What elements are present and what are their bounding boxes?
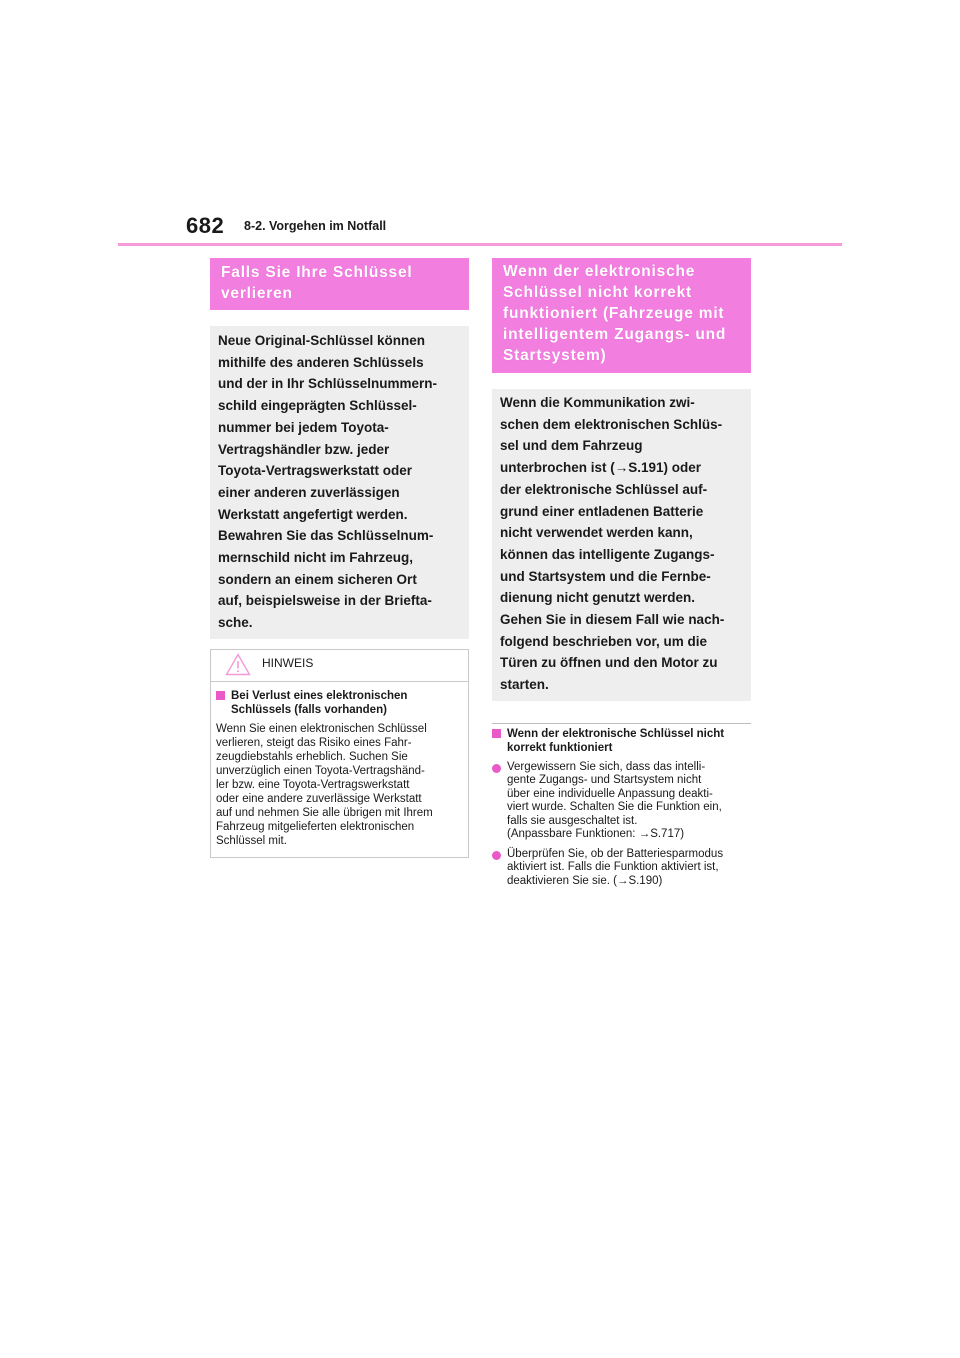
page-number: 682	[186, 213, 225, 238]
malfunction-subheading	[492, 727, 751, 755]
box-line: Neue Original-Schlüssel können	[218, 333, 426, 348]
list-item	[492, 848, 751, 889]
list-item-line: viert wurde. Schalten Sie die Funktion ein,	[507, 801, 722, 814]
section-divider	[492, 723, 751, 724]
lost-keys-heading: Falls Sie Ihre Schlüssel verlieren	[210, 258, 469, 310]
box-line: nummer bei jedem Toyota-	[218, 419, 389, 435]
heading-line: intelligentem Zugangs- und	[503, 326, 727, 343]
right-column	[492, 258, 751, 888]
header-rule	[118, 243, 842, 246]
notice-text-line: auf und nehmen Sie alle übrigen mit Ihrem	[216, 806, 433, 819]
key-malfunction-info-box	[492, 389, 751, 701]
heading-line: funktioniert (Fahrzeuge mit	[503, 305, 725, 322]
box-line: auf, beispielsweise in der Briefta-	[218, 593, 432, 609]
notice-title: HINWEIS	[262, 655, 314, 670]
box-line: schild eingeprägten Schlüssel-	[218, 398, 417, 414]
notice-subheading	[216, 689, 458, 717]
notice-text-line: Schlüssel mit.	[216, 834, 287, 847]
notice-text-line: Fahrzeug mitgelieferten elektronischen	[216, 820, 415, 833]
list-item	[492, 761, 751, 842]
box-line: mernschild nicht im Fahrzeug,	[218, 550, 414, 566]
box-line: und der in Ihr Schlüsselnummern-	[218, 376, 438, 392]
box-line: Werkstatt angefertigt werden.	[218, 506, 408, 522]
notice-subheading-line: Bei Verlust eines elektronischen	[231, 689, 408, 702]
box-line: dienung nicht genutzt werden.	[500, 590, 695, 606]
box-line: sel und dem Fahrzeug	[500, 438, 643, 454]
notice-text-line: ler bzw. eine Toyota-Vertragswerkstatt	[216, 778, 410, 791]
box-line: Vertragshändler bzw. jeder	[218, 441, 390, 457]
box-line: nicht verwendet werden kann,	[500, 525, 693, 541]
box-line: und Startsystem und die Fernbe-	[500, 568, 711, 584]
heading-line: Startsystem)	[503, 347, 607, 364]
box-line: der elektronische Schlüssel auf-	[500, 481, 708, 497]
box-line: Toyota-Vertragswerkstatt oder	[218, 463, 413, 479]
box-line: starten.	[500, 677, 549, 693]
box-line: Gehen Sie in diesem Fall wie nach-	[500, 612, 725, 628]
box-line: schen dem elektronischen Schlüs-	[500, 416, 723, 432]
notice-text-line: zeugdiebstahls erheblich. Suchen Sie	[216, 750, 408, 763]
subheading-line: Wenn der elektronische Schlüssel nicht	[507, 727, 725, 740]
lost-keys-info-box	[210, 326, 469, 639]
list-item-line: über eine individuelle Anpassung deakti-	[507, 787, 713, 800]
subheading-line: korrekt funktioniert	[507, 741, 613, 754]
box-line: grund einer entladenen Batterie	[500, 503, 704, 519]
list-item-line: Überprüfen Sie, ob der Batteriesparmodus	[507, 847, 724, 860]
left-column	[210, 258, 469, 858]
notice-text	[216, 722, 458, 848]
box-line: folgend beschrieben vor, um die	[500, 633, 708, 649]
notice-text-line: unverzüglich einen Toyota-Vertragshänd-	[216, 764, 425, 777]
box-line: mithilfe des anderen Schlüssels	[218, 354, 424, 370]
box-line: einer anderen zuverlässigen	[218, 484, 400, 500]
notice-text-line: oder eine andere zuverlässige Werkstatt	[216, 792, 422, 805]
notice-header	[211, 650, 468, 682]
notice-text-line: verlieren, steigt das Risiko eines Fahr-	[216, 736, 412, 749]
box-line: Türen zu öffnen und den Motor zu	[500, 655, 718, 671]
notice-text-line: Wenn Sie einen elektronischen Schlüssel	[216, 722, 427, 735]
round-bullet-icon	[492, 764, 501, 773]
list-item-line: aktiviert ist. Falls die Funktion aktiviert ist,	[507, 861, 719, 874]
heading-line: Schlüssel nicht korrekt	[503, 284, 692, 301]
box-line: Bewahren Sie das Schlüsselnum-	[218, 528, 434, 544]
heading-line: Wenn der elektronische	[503, 263, 696, 280]
list-item-line: gente Zugangs- und Startsystem nicht	[507, 774, 702, 787]
box-line: können das intelligente Zugangs-	[500, 546, 715, 562]
round-bullet-icon	[492, 851, 501, 860]
warning-triangle-icon	[225, 653, 251, 676]
key-malfunction-heading	[492, 258, 751, 373]
notice-body	[211, 682, 468, 857]
box-line: sondern an einem sicheren Ort	[218, 571, 417, 587]
list-item-line: deaktivieren Sie sie. (→S.190)	[507, 874, 663, 887]
box-line: unterbrochen ist (→S.191) oder	[500, 460, 702, 476]
list-item-line: falls sie ausgeschaltet ist.	[507, 814, 638, 827]
square-bullet-icon	[492, 729, 501, 738]
box-line: Wenn die Kommunikation zwi-	[500, 395, 695, 410]
list-item-line: Vergewissern Sie sich, dass das intelli-	[507, 760, 706, 773]
box-line: sche.	[218, 615, 253, 631]
square-bullet-icon	[216, 691, 225, 700]
notice-subheading-line: Schlüssels (falls vorhanden)	[231, 703, 387, 716]
section-reference: 8-2. Vorgehen im Notfall	[244, 219, 387, 233]
notice-box	[210, 649, 469, 858]
list-item-line: (Anpassbare Funktionen: →S.717)	[507, 828, 685, 841]
